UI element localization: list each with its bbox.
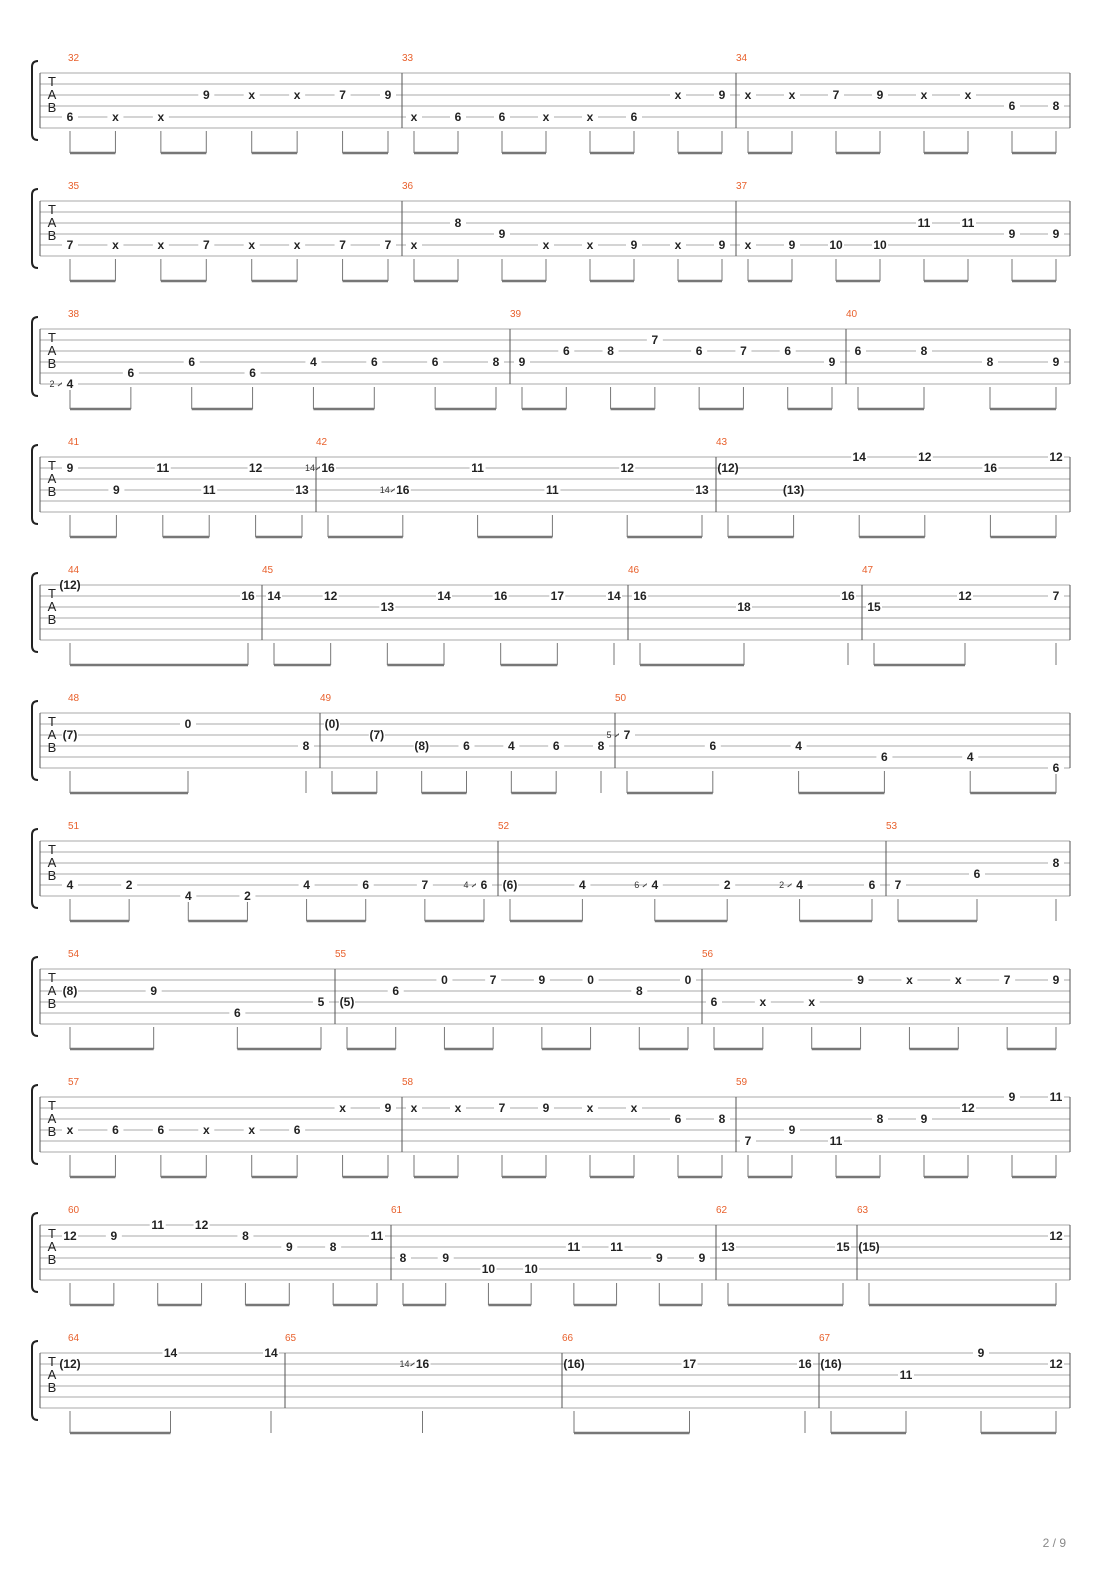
- fret-number: 6: [674, 1112, 682, 1126]
- fret-number: x: [112, 238, 119, 252]
- fret-number: 6: [552, 739, 560, 753]
- measure-number: 41: [68, 437, 80, 448]
- grace-fret: 2: [779, 880, 785, 890]
- system-bracket: [32, 61, 38, 140]
- fret-number: 4: [303, 878, 310, 892]
- fret-number: 5: [317, 995, 325, 1009]
- fret-number: 9: [977, 1346, 985, 1360]
- fret-number: 6: [392, 984, 400, 998]
- fret-number: (5): [339, 995, 355, 1009]
- fret-number: 7: [421, 878, 429, 892]
- fret-number: 7: [744, 1134, 752, 1148]
- fret-number: 9: [788, 238, 796, 252]
- grace-fret: 14: [379, 485, 390, 495]
- fret-number: x: [112, 110, 119, 124]
- measure-number: 53: [886, 821, 898, 832]
- fret-number: 9: [1008, 227, 1016, 241]
- grace-fret: 14: [399, 1359, 410, 1369]
- measure-number: 49: [320, 693, 332, 704]
- fret-number: (6): [502, 878, 518, 892]
- tab-clef-letter: B: [47, 484, 57, 499]
- tab-clef-letter: B: [47, 740, 57, 755]
- tab-clef-letter: T: [48, 1098, 56, 1113]
- fret-number: 8: [876, 1112, 884, 1126]
- fret-number: 9: [1008, 1090, 1016, 1104]
- fret-number: 11: [610, 1240, 623, 1254]
- fret-number: 4: [966, 750, 974, 764]
- fret-number: 9: [285, 1240, 293, 1254]
- fret-number: 9: [828, 355, 836, 369]
- fret-number: 4: [66, 377, 74, 391]
- fret-number: 9: [498, 227, 506, 241]
- grace-fret: 5: [606, 730, 612, 740]
- fret-number: 11: [899, 1368, 913, 1382]
- fret-number: 6: [480, 878, 488, 892]
- fret-number: 7: [202, 238, 210, 252]
- fret-number: 11: [471, 461, 484, 475]
- fret-number: 6: [695, 344, 703, 358]
- measure-number: 50: [615, 693, 627, 704]
- fret-number: x: [920, 88, 928, 102]
- fret-number: 11: [567, 1240, 581, 1254]
- measure-number: 32: [68, 53, 80, 64]
- tab-clef-letter: A: [47, 1367, 57, 1382]
- measure-number: 37: [736, 181, 748, 192]
- fret-number: (12): [717, 461, 739, 475]
- fret-number: 8: [1052, 99, 1060, 113]
- fret-number: 7: [384, 238, 392, 252]
- fret-number: 9: [655, 1251, 663, 1265]
- tab-clef-letter: T: [48, 330, 56, 345]
- fret-number: 6: [562, 344, 570, 358]
- fret-number: 14: [267, 589, 281, 603]
- fret-number: 2: [723, 878, 731, 892]
- fret-number: x: [744, 238, 752, 252]
- fret-number: 9: [542, 1101, 550, 1115]
- fret-number: 7: [1052, 589, 1060, 603]
- fret-number: 4: [796, 878, 803, 892]
- tab-clef-letter: T: [48, 458, 56, 473]
- grace-fret: 4: [463, 880, 469, 890]
- fret-number: 11: [156, 461, 170, 475]
- fret-number: 7: [489, 973, 497, 987]
- measure-number: 45: [262, 565, 274, 576]
- fret-number: 6: [854, 344, 862, 358]
- fret-number: 7: [651, 333, 659, 347]
- fret-number: 7: [894, 878, 902, 892]
- fret-number: 4: [795, 739, 802, 753]
- tab-clef-letter: A: [47, 87, 57, 102]
- fret-number: x: [759, 995, 767, 1009]
- fret-number: x: [586, 1101, 594, 1115]
- measure-number: 61: [391, 1205, 403, 1216]
- fret-number: x: [586, 110, 594, 124]
- fret-number: 18: [737, 600, 751, 614]
- fret-number: 6: [293, 1123, 301, 1137]
- fret-number: 11: [1049, 1090, 1063, 1104]
- tab-clef-letter: B: [47, 356, 57, 371]
- fret-number: (8): [62, 984, 78, 998]
- tab-clef-letter: T: [48, 586, 56, 601]
- fret-number: 10: [481, 1262, 496, 1276]
- fret-number: 9: [442, 1251, 450, 1265]
- system-bracket: [32, 1085, 38, 1164]
- tab-clef-letter: T: [48, 714, 56, 729]
- fret-number: 7: [498, 1101, 506, 1115]
- fret-number: 8: [1052, 856, 1060, 870]
- tab-clef-letter: B: [47, 1380, 57, 1395]
- grace-fret: 2: [49, 379, 55, 389]
- measure-number: 63: [857, 1205, 869, 1216]
- grace-fret: 14: [304, 463, 316, 473]
- fret-number: 6: [868, 878, 876, 892]
- tab-clef-letter: T: [48, 970, 56, 985]
- fret-number: 9: [113, 483, 120, 497]
- fret-number: 12: [194, 1218, 209, 1232]
- fret-number: 9: [538, 973, 546, 987]
- fret-number: 12: [958, 589, 972, 603]
- measure-number: 42: [316, 437, 328, 448]
- fret-number: 6: [630, 110, 638, 124]
- fret-number: 9: [1052, 355, 1060, 369]
- fret-number: 6: [463, 739, 470, 753]
- measure-number: 55: [335, 949, 347, 960]
- fret-number: 6: [454, 110, 462, 124]
- measure-number: 64: [68, 1333, 80, 1344]
- fret-number: 13: [695, 483, 709, 497]
- fret-number: 9: [1052, 227, 1060, 241]
- fret-number: 9: [920, 1112, 928, 1126]
- fret-number: 6: [709, 739, 717, 753]
- fret-number: 7: [740, 344, 747, 358]
- fret-number: 9: [857, 973, 864, 987]
- fret-number: 9: [384, 1101, 392, 1115]
- fret-number: 8: [607, 344, 614, 358]
- tab-clef-letter: T: [48, 202, 56, 217]
- fret-number: x: [964, 88, 972, 102]
- fret-number: 8: [597, 739, 605, 753]
- fret-number: 4: [66, 878, 74, 892]
- system-bracket: [32, 701, 38, 780]
- measure-number: 43: [716, 437, 728, 448]
- fret-number: 10: [524, 1262, 538, 1276]
- fret-number: x: [293, 238, 301, 252]
- fret-number: (7): [62, 728, 78, 742]
- fret-number: x: [630, 1101, 638, 1115]
- fret-number: 16: [983, 461, 998, 475]
- fret-number: x: [410, 1101, 418, 1115]
- fret-number: 8: [302, 739, 310, 753]
- fret-number: 7: [832, 88, 840, 102]
- system-bracket: [32, 829, 38, 908]
- measure-number: 60: [68, 1205, 80, 1216]
- fret-number: 6: [233, 1006, 241, 1020]
- fret-number: x: [542, 110, 550, 124]
- fret-number: 12: [323, 589, 338, 603]
- fret-number: 2: [244, 889, 251, 903]
- fret-number: x: [674, 88, 682, 102]
- fret-number: 16: [798, 1357, 812, 1371]
- fret-number: x: [248, 238, 256, 252]
- fret-number: 12: [63, 1229, 77, 1243]
- fret-number: 2: [125, 878, 133, 892]
- system-bracket: [32, 573, 38, 652]
- fret-number: 9: [384, 88, 392, 102]
- fret-number: 9: [110, 1229, 118, 1243]
- fret-number: 4: [507, 739, 515, 753]
- tab-clef-letter: T: [48, 1354, 56, 1369]
- fret-number: 12: [961, 1101, 975, 1115]
- fret-number: 9: [718, 88, 726, 102]
- fret-number: 15: [836, 1240, 850, 1254]
- fret-number: (8): [414, 739, 430, 753]
- fret-number: 6: [157, 1123, 165, 1137]
- fret-number: 17: [682, 1357, 697, 1371]
- tab-clef-letter: B: [47, 996, 57, 1011]
- fret-number: 6: [431, 355, 439, 369]
- fret-number: 14: [607, 589, 621, 603]
- fret-number: 4: [184, 889, 192, 903]
- fret-number: 6: [784, 344, 792, 358]
- fret-number: 8: [242, 1229, 249, 1243]
- grace-fret: 6: [634, 880, 640, 890]
- fret-number: 11: [829, 1134, 843, 1148]
- fret-number: 9: [698, 1251, 706, 1265]
- fret-number: 9: [202, 88, 210, 102]
- fret-number: x: [293, 88, 301, 102]
- fret-number: 9: [66, 461, 74, 475]
- fret-number: 9: [1052, 973, 1060, 987]
- fret-number: x: [586, 238, 594, 252]
- fret-number: 16: [321, 461, 335, 475]
- fret-number: 17: [550, 589, 565, 603]
- fret-number: 15: [867, 600, 881, 614]
- fret-number: 9: [788, 1123, 796, 1137]
- fret-number: (12): [59, 1357, 81, 1371]
- measure-number: 47: [862, 565, 874, 576]
- fret-number: 8: [986, 355, 994, 369]
- measure-number: 66: [562, 1333, 574, 1344]
- measure-number: 51: [68, 821, 80, 832]
- measure-number: 52: [498, 821, 510, 832]
- fret-number: 9: [718, 238, 726, 252]
- tab-clef-letter: A: [47, 727, 57, 742]
- fret-number: 8: [454, 216, 462, 230]
- measure-number: 38: [68, 309, 80, 320]
- fret-number: 14: [852, 450, 866, 464]
- fret-number: x: [454, 1101, 462, 1115]
- fret-number: 11: [202, 483, 216, 497]
- fret-number: 11: [961, 216, 975, 230]
- tab-clef-letter: B: [47, 1252, 57, 1267]
- system-bracket: [32, 1213, 38, 1292]
- fret-number: x: [808, 995, 816, 1009]
- measure-number: 62: [716, 1205, 728, 1216]
- fret-number: 12: [620, 461, 634, 475]
- fret-number: 12: [1049, 1229, 1063, 1243]
- fret-number: 16: [841, 589, 855, 603]
- fret-number: 10: [829, 238, 843, 252]
- fret-number: 6: [112, 1123, 119, 1137]
- tab-clef-letter: A: [47, 343, 57, 358]
- fret-number: (12): [59, 578, 81, 592]
- fret-number: 12: [1049, 450, 1063, 464]
- fret-number: 8: [718, 1112, 726, 1126]
- fret-number: 12: [1049, 1357, 1063, 1371]
- fret-number: 16: [633, 589, 647, 603]
- fret-number: 8: [329, 1240, 337, 1254]
- fret-number: 6: [881, 750, 888, 764]
- fret-number: x: [248, 1123, 256, 1137]
- fret-number: 13: [295, 483, 309, 497]
- page-number: 2 / 9: [1042, 1536, 1066, 1550]
- fret-number: 16: [396, 483, 410, 497]
- fret-number: x: [674, 238, 682, 252]
- fret-number: 6: [362, 878, 370, 892]
- fret-number: 0: [184, 717, 192, 731]
- measure-number: 46: [628, 565, 640, 576]
- fret-number: 7: [66, 238, 74, 252]
- fret-number: 7: [1003, 973, 1011, 987]
- measure-number: 59: [736, 1077, 748, 1088]
- fret-number: 7: [339, 238, 346, 252]
- measure-number: 57: [68, 1077, 80, 1088]
- system-bracket: [32, 445, 38, 524]
- fret-number: 9: [518, 355, 526, 369]
- fret-number: 9: [876, 88, 884, 102]
- tab-clef-letter: A: [47, 471, 57, 486]
- fret-number: (16): [820, 1357, 842, 1371]
- fret-number: x: [248, 88, 256, 102]
- fret-number: 8: [920, 344, 928, 358]
- fret-number: (7): [369, 728, 385, 742]
- fret-number: 6: [249, 366, 256, 380]
- measure-number: 67: [819, 1333, 831, 1344]
- fret-number: 0: [587, 973, 594, 987]
- tab-clef-letter: B: [47, 228, 57, 243]
- fret-number: 13: [380, 600, 395, 614]
- fret-number: 6: [1052, 761, 1060, 775]
- fret-number: 9: [630, 238, 638, 252]
- tab-clef-letter: T: [48, 842, 56, 857]
- fret-number: x: [157, 110, 165, 124]
- measure-number: 44: [68, 565, 80, 576]
- fret-number: 6: [498, 110, 506, 124]
- fret-number: 11: [546, 483, 559, 497]
- fret-number: 0: [441, 973, 448, 987]
- fret-number: 14: [264, 1346, 278, 1360]
- fret-number: 6: [188, 355, 196, 369]
- fret-number: (15): [858, 1240, 880, 1254]
- fret-number: 14: [163, 1346, 178, 1360]
- fret-number: 8: [492, 355, 500, 369]
- fret-number: x: [788, 88, 796, 102]
- tab-clef-letter: B: [47, 868, 57, 883]
- fret-number: x: [339, 1101, 346, 1115]
- measure-number: 33: [402, 53, 414, 64]
- fret-number: 8: [635, 984, 643, 998]
- system-bracket: [32, 1341, 38, 1420]
- fret-number: 0: [684, 973, 692, 987]
- measure-number: 54: [68, 949, 80, 960]
- fret-number: 6: [370, 355, 378, 369]
- fret-number: 6: [1008, 99, 1016, 113]
- fret-number: x: [66, 1123, 74, 1137]
- tab-clef-letter: T: [48, 74, 56, 89]
- fret-number: 4: [310, 355, 317, 369]
- system-bracket: [32, 317, 38, 396]
- measure-number: 56: [702, 949, 714, 960]
- measure-number: 48: [68, 693, 80, 704]
- tab-clef-letter: B: [47, 100, 57, 115]
- fret-number: 11: [917, 216, 931, 230]
- tab-clef-letter: A: [47, 983, 57, 998]
- fret-number: (16): [563, 1357, 585, 1371]
- fret-number: 9: [150, 984, 158, 998]
- fret-number: 7: [339, 88, 346, 102]
- fret-number: 6: [127, 366, 135, 380]
- system-bracket: [32, 189, 38, 268]
- fret-number: 7: [623, 728, 631, 742]
- fret-number: x: [202, 1123, 210, 1137]
- fret-number: 6: [973, 867, 981, 881]
- fret-number: 6: [710, 995, 718, 1009]
- measure-number: 39: [510, 309, 522, 320]
- fret-number: 16: [241, 589, 255, 603]
- fret-number: x: [410, 238, 418, 252]
- fret-number: 16: [415, 1357, 430, 1371]
- measure-number: 36: [402, 181, 414, 192]
- fret-number: (0): [324, 717, 340, 731]
- fret-number: x: [157, 238, 165, 252]
- measure-number: 40: [846, 309, 858, 320]
- tab-clef-letter: B: [47, 612, 57, 627]
- fret-number: (13): [782, 483, 805, 497]
- fret-number: 12: [248, 461, 263, 475]
- tab-clef-letter: A: [47, 1239, 57, 1254]
- fret-number: 13: [721, 1240, 735, 1254]
- measure-number: 34: [736, 53, 748, 64]
- fret-number: x: [906, 973, 913, 987]
- tab-clef-letter: A: [47, 855, 57, 870]
- fret-number: x: [954, 973, 962, 987]
- fret-number: 14: [437, 589, 451, 603]
- fret-number: 8: [399, 1251, 407, 1265]
- measure-number: 65: [285, 1333, 297, 1344]
- fret-number: 12: [918, 450, 932, 464]
- tab-clef-letter: A: [47, 1111, 57, 1126]
- tab-clef-letter: B: [47, 1124, 57, 1139]
- fret-number: x: [410, 110, 418, 124]
- fret-number: 11: [151, 1218, 165, 1232]
- fret-number: 16: [493, 589, 508, 603]
- tab-clef-letter: A: [47, 215, 57, 230]
- tab-clef-letter: A: [47, 599, 57, 614]
- fret-number: 4: [579, 878, 586, 892]
- fret-number: 6: [66, 110, 74, 124]
- fret-number: x: [744, 88, 752, 102]
- fret-number: 10: [873, 238, 887, 252]
- measure-number: 58: [402, 1077, 414, 1088]
- system-bracket: [32, 957, 38, 1036]
- fret-number: x: [542, 238, 550, 252]
- fret-number: 4: [651, 878, 659, 892]
- measure-number: 35: [68, 181, 80, 192]
- fret-number: 11: [370, 1229, 384, 1243]
- tab-clef-letter: T: [48, 1226, 56, 1241]
